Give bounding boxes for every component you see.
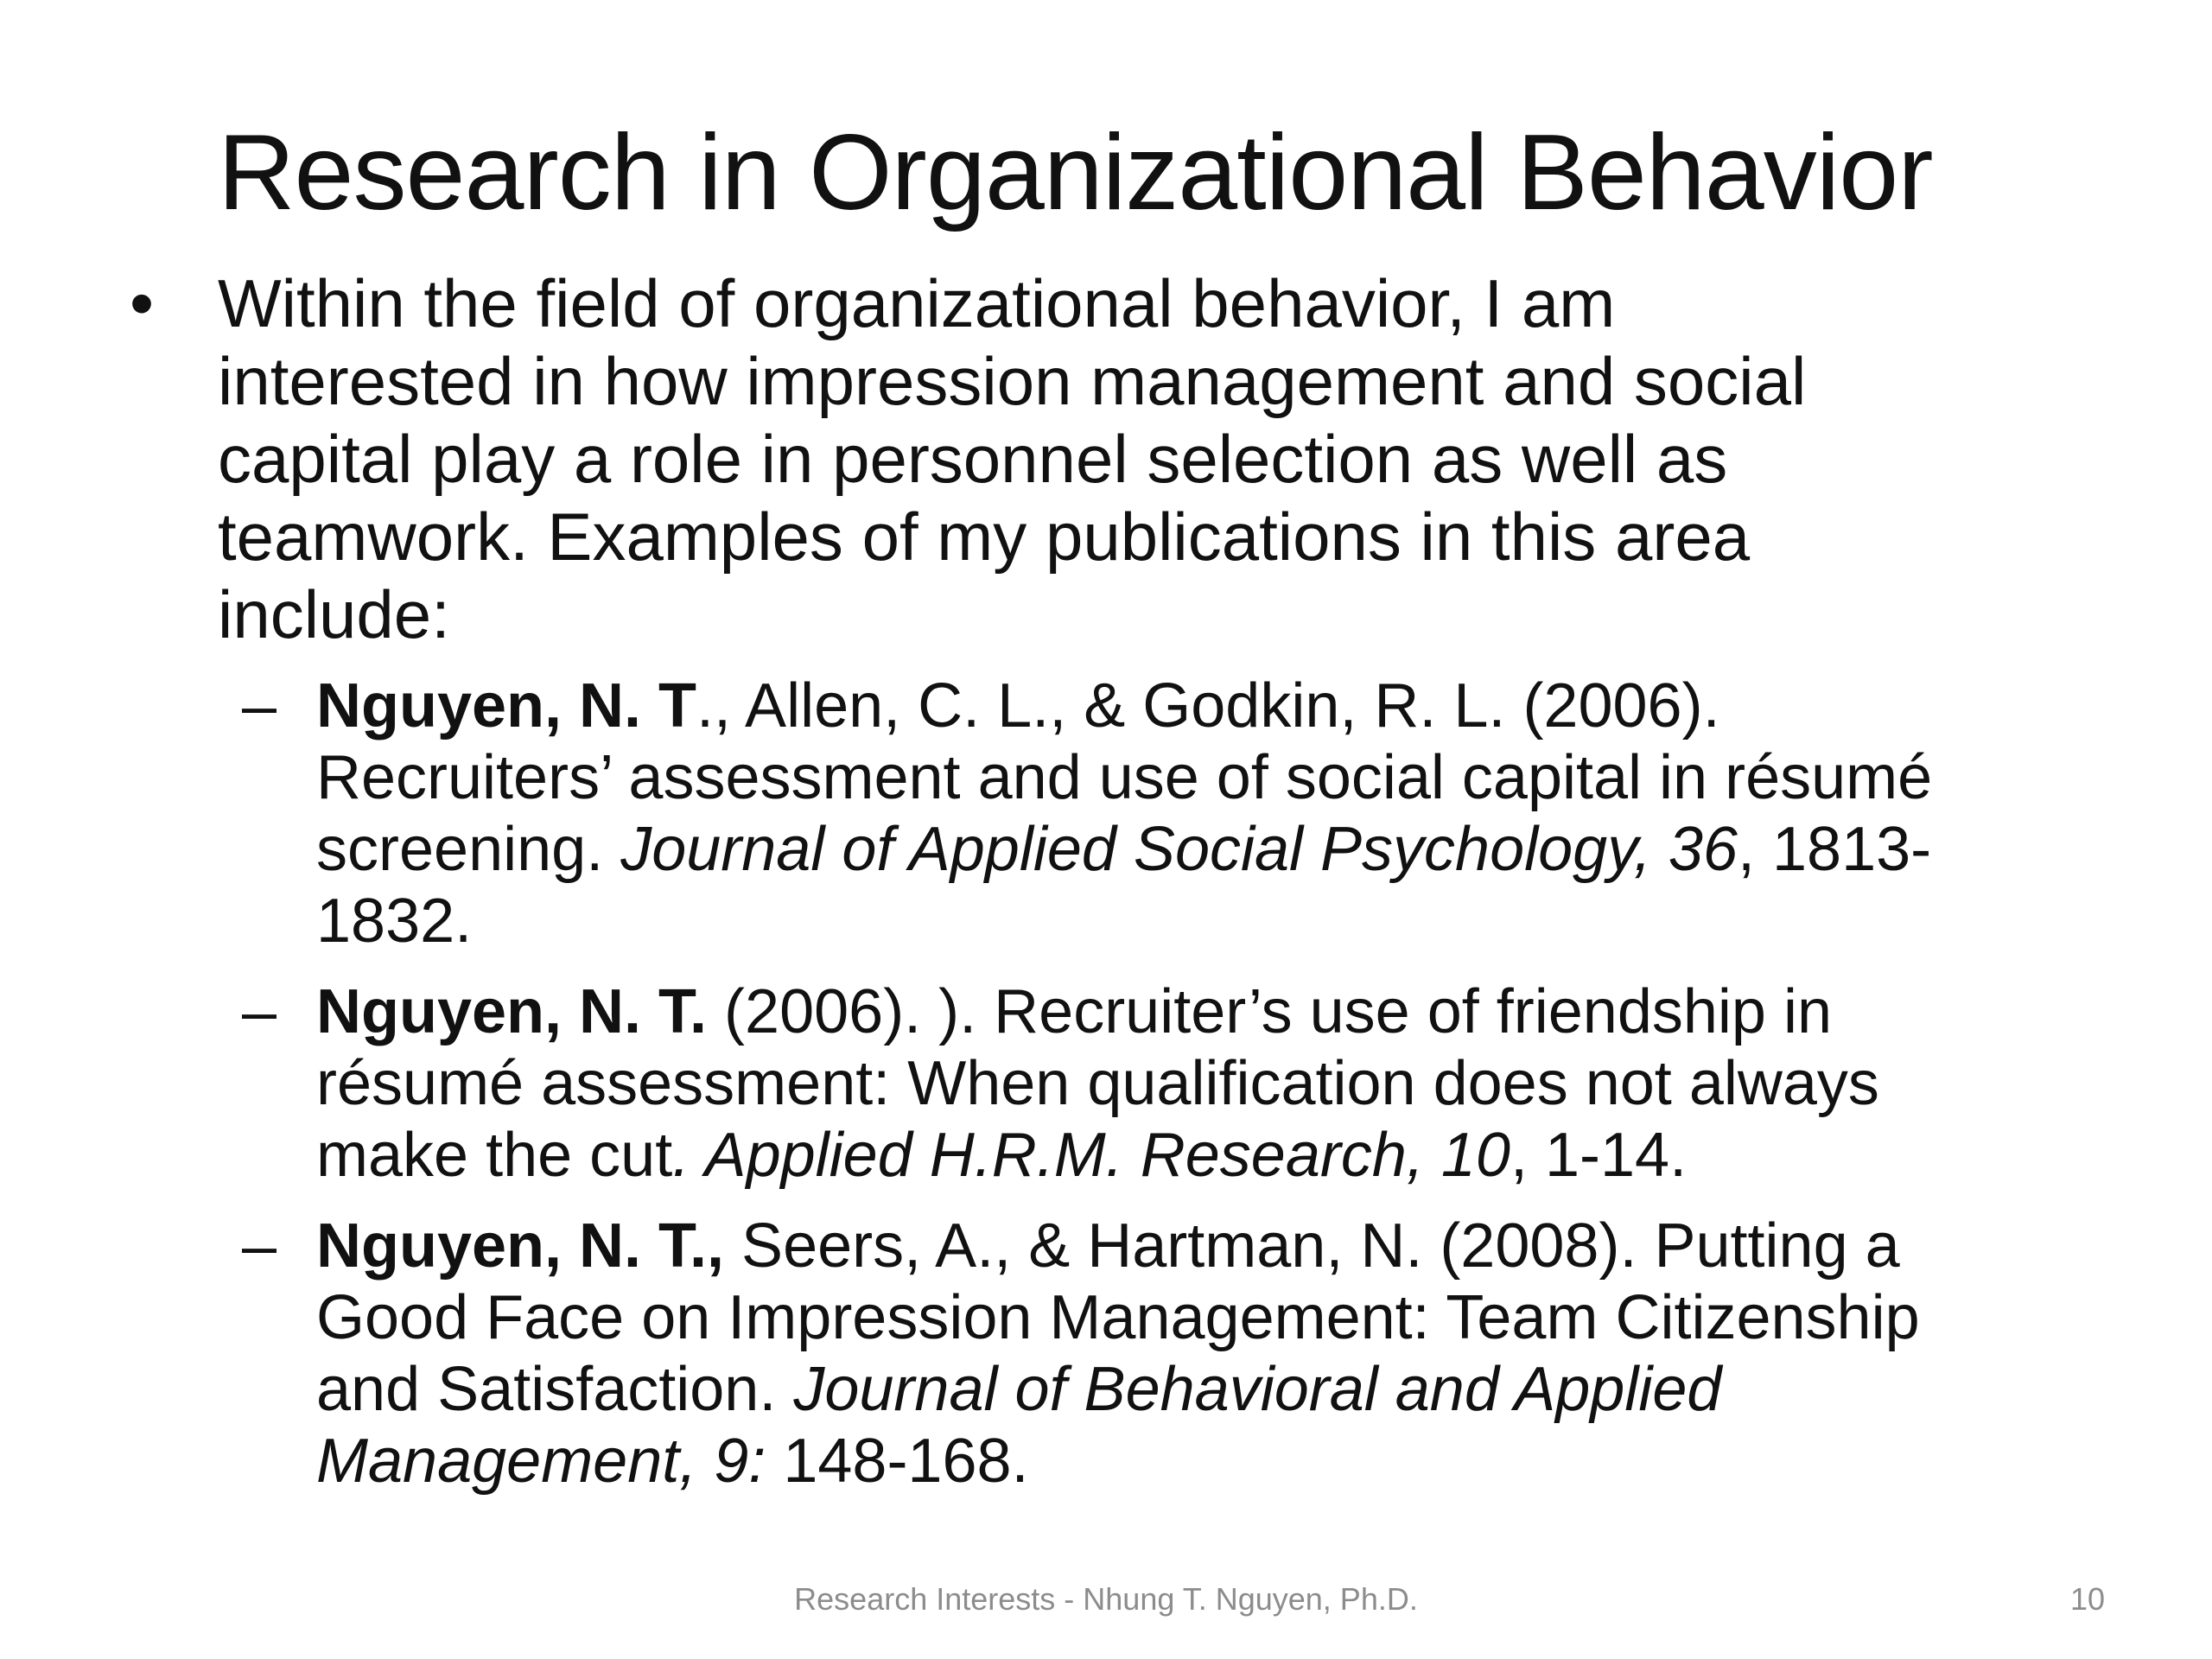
reference-text: , 1-14. [1510, 1121, 1688, 1190]
reference-item [242, 976, 2100, 1192]
reference-text: and Satisfaction. [316, 1355, 794, 1424]
reference-line [316, 1354, 2100, 1426]
bullet-symbol: • [130, 264, 155, 341]
bullet-line: interested in how impression management and social [218, 343, 1807, 419]
slide-title: Research in Organizational Behavior [218, 113, 1933, 232]
reference-author: Nguyen, N. T [316, 671, 697, 741]
reference-author: Nguyen, N. T. [316, 977, 708, 1046]
reference-journal: Journal of Behavioral and Applied [793, 1355, 1722, 1424]
bullet-line: teamwork. Examples of my publications in this area [218, 499, 1751, 575]
bullet-line: Within the field of organizational behavior, I am [218, 265, 1616, 341]
reference-line [316, 1211, 2100, 1282]
reference-list [242, 671, 2100, 1516]
dash-symbol: – [242, 977, 277, 1046]
reference-item [242, 1211, 2100, 1497]
reference-text: 148-168. [766, 1427, 1029, 1496]
dash-symbol: – [242, 1211, 277, 1281]
reference-line [316, 1120, 2100, 1192]
reference-line [316, 976, 2100, 1048]
reference-line [316, 814, 2100, 886]
reference-text: (2006). ). Recruiter’s use of friendship in [707, 977, 1832, 1046]
reference-journal: Journal of Applied Social Psychology, 36 [620, 815, 1738, 884]
reference-text: make the cut [316, 1121, 673, 1190]
bullet-line: capital play a role in personnel selection as well as [218, 421, 1728, 497]
slide-footer: Research Interests - Nhung T. Nguyen, Ph.D. [794, 1581, 1418, 1617]
reference-line: 1832. [316, 887, 473, 956]
reference-journal: Management, 9: [316, 1427, 766, 1496]
reference-line [316, 1426, 2100, 1497]
reference-author: Nguyen, N. T., [316, 1211, 725, 1281]
reference-text: , 1813- [1737, 815, 1932, 884]
bullet-line: include: [218, 576, 450, 652]
reference-line [316, 671, 2100, 742]
reference-journal: . Applied H.R.M. Research, 10 [672, 1121, 1510, 1190]
page-number: 10 [2069, 1581, 2105, 1617]
reference-text: Seers, A., & Hartman, N. (2008). Putting a [724, 1211, 1900, 1281]
reference-item [242, 671, 2100, 957]
reference-line: Good Face on Impression Management: Team Citizenship [316, 1283, 1920, 1352]
reference-line: résumé assessment: When qualification does not always [316, 1049, 1879, 1118]
reference-line: Recruiters’ assessment and use of social capital in résumé [316, 743, 1933, 812]
dash-symbol: – [242, 671, 277, 741]
reference-text: ., Allen, C. L., & Godkin, R. L. (2006). [696, 671, 1720, 741]
bullet-text [218, 264, 2032, 653]
reference-text: screening. [316, 815, 621, 884]
